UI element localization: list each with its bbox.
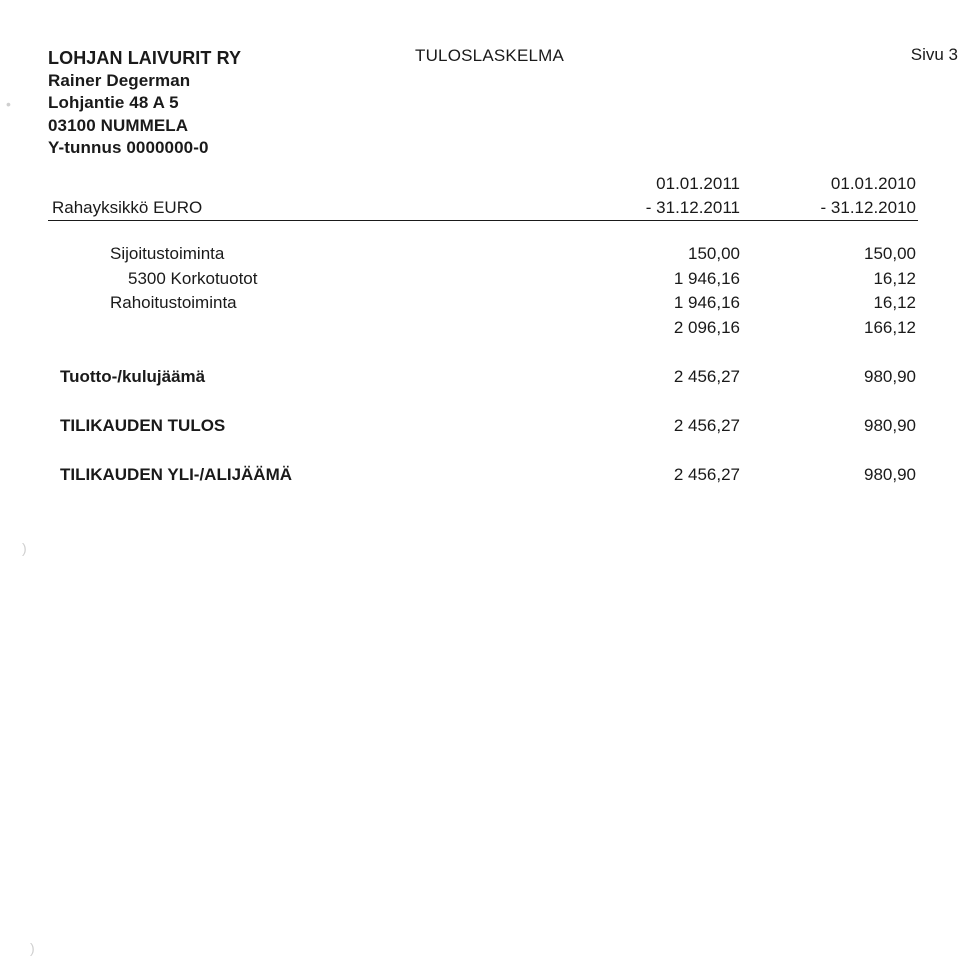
scan-speck: ) — [30, 940, 35, 956]
organization-name: LOHJAN LAIVURIT RY — [48, 48, 242, 68]
row-value-2011: 1 946,16 — [673, 293, 740, 312]
row-value-2010: 980,90 — [864, 465, 916, 484]
row-label-tilikauden-tulos: TILIKAUDEN TULOS — [60, 416, 226, 435]
header-rule — [48, 220, 918, 221]
row-value-2010: 16,12 — [873, 269, 916, 288]
scan-speck: • — [6, 96, 11, 112]
postal-address: 03100 NUMMELA — [48, 115, 189, 135]
scan-speck: ) — [22, 540, 27, 556]
row-value-2010: 16,12 — [873, 293, 916, 312]
row-label-sijoitustoiminta: Sijoitustoiminta — [110, 244, 225, 263]
street-address: Lohjantie 48 A 5 — [48, 93, 179, 112]
organization-block — [48, 47, 241, 160]
row-value-2011: 150,00 — [688, 244, 740, 263]
row-value-2011: 2 456,27 — [673, 465, 740, 484]
currency-label: Rahayksikkö EURO — [52, 198, 203, 217]
period-2010-start: 01.01.2010 — [830, 174, 916, 193]
row-value-2010: 980,90 — [864, 416, 916, 435]
page-number: Sivu 3 — [910, 45, 958, 64]
row-value-2011: 2 456,27 — [673, 367, 740, 386]
document-title: TULOSLASKELMA — [415, 46, 565, 65]
row-value-2011: 1 946,16 — [673, 269, 740, 288]
period-2010-end: - 31.12.2010 — [820, 198, 916, 217]
subtotal-value-2010: 166,12 — [864, 318, 916, 337]
contact-name: Rainer Degerman — [48, 70, 191, 90]
period-2011-start: 01.01.2011 — [656, 174, 740, 193]
subtotal-value-2011: 2 096,16 — [673, 318, 740, 337]
period-2011-end: - 31.12.2011 — [645, 198, 740, 217]
row-label-korkotuotot: 5300 Korkotuotot — [128, 269, 258, 288]
business-id: Y-tunnus 0000000-0 — [48, 138, 209, 157]
row-value-2011: 2 456,27 — [673, 416, 740, 435]
row-label-rahoitustoiminta: Rahoitustoiminta — [110, 293, 237, 312]
row-value-2010: 150,00 — [864, 244, 916, 263]
row-label-tuotto-kulujaama: Tuotto-/kulujäämä — [60, 367, 206, 386]
row-label-ylijaama: TILIKAUDEN YLI-/ALIJÄÄMÄ — [60, 465, 293, 484]
row-value-2010: 980,90 — [864, 367, 916, 386]
